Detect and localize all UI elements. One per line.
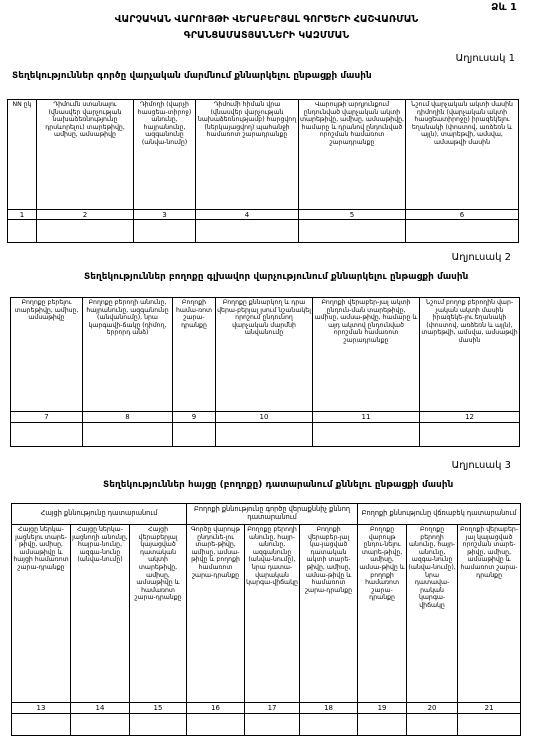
table-3-col-16-header: Գործը վարույթ ընդունե-լու տարե-թիվը, ամիսը, ամսա-թիվը և բողոքի համառոտ շարա-դրանքը: [187, 525, 245, 703]
table-1-col-2-number: 2: [37, 210, 134, 220]
table-3-group-row: [12, 504, 521, 525]
table-3-col-20-number: 20: [407, 703, 458, 714]
table-1-col-6-header: Նշում վարչական ակտի մասին դիմողին (վարչական ակտի հասցեատիրոջը) իրազեկելու եղանակի (փոստով, առձեռն և այլն), տարեթվի, ամսվա, ամսաթվի մասին: [406, 100, 519, 210]
section-3-heading: Տեղեկություններ հայցը (բողոքը) դատարանում քննելու ընթացքի մասին: [103, 480, 454, 490]
table-3-empty-cell: [245, 714, 300, 736]
document-title-line1: ՎԱՐՉԱԿԱՆ ՎԱՐՈՒՅԹԻ ՎԵՐԱԲԵՐՅԱԼ ԳՈՐԾԵՐԻ ՀԱՇՎԱՌՄԱՆ: [114, 14, 419, 25]
table-2-col-8-header: Բողոքը բերողի անունը, հայրանունը, ազգանունը (անվանումը), նրա կարգավի-ճակը (դիմող, երրորդ անձ): [83, 298, 173, 412]
table-1-col-5-number: 5: [299, 210, 406, 220]
section-2-heading: Տեղեկություններ բողոքը գլխավոր վարչությունում քննարկելու ընթացքի մասին: [84, 272, 469, 282]
table-3-col-13-number: 13: [12, 703, 71, 714]
table-2-empty-cell: [313, 423, 420, 447]
table-3-number-row: [12, 703, 521, 714]
table-2-empty-row: [11, 423, 520, 447]
table-2-empty-cell: [420, 423, 520, 447]
table-1-header-row: [8, 100, 519, 210]
table-1-col-6-number: 6: [406, 210, 519, 220]
table-2-empty-cell: [83, 423, 173, 447]
table-2-empty-cell: [216, 423, 313, 447]
table-3-col-21-header: Բողոքի վերաբեր-յալ կայացված որոշման տարե-թիվը, ամիսը, ամսաթիվը և համառոտ շարա-դրանքը: [458, 525, 521, 703]
table-2-empty-cell: [173, 423, 216, 447]
table-1-col-2-header: Դիմումն ստանալու (վնասվեր վարչության նախաձեռնությունը դրսևորելու) տարեթիվը, ամիսը, ամսաթիվը: [37, 100, 134, 210]
table-2-col-10-header: Բողոքը քննարկող և դրա վերա-բերյալ լսում նշանակել որոշում ընդունող վարչական մարմնի անվանումը: [216, 298, 313, 412]
table-3: [11, 503, 521, 736]
table-1-col-3-header: Դիմողի (վարչի հասցեա-տիրոջ) անունը, հայրանունը, ազգանունը (անվա-նումը): [134, 100, 196, 210]
table-3-empty-cell: [300, 714, 358, 736]
table-1-number-row: [8, 210, 519, 220]
table-3-group-appeal-header: Բողոքի քննությունը գործը վերաքննիչ քննող դատարանում: [187, 504, 358, 525]
table-3-col-15-header: Հայցի վերաբերյալ կայացված դատական ակտի տարեթիվը, ամիսը, ամսաթիվը և համառոտ շարա-դրանքը: [130, 525, 187, 703]
table-3-group-court-header: Հայցի քննությունը դատարանում: [12, 504, 187, 525]
table-2-col-9-number: 9: [173, 412, 216, 423]
table-2: [10, 297, 520, 447]
table-3-col-16-number: 16: [187, 703, 245, 714]
table-2-number-row: [11, 412, 520, 423]
table-3-col-17-number: 17: [245, 703, 300, 714]
table-1-col-1-number: 1: [8, 210, 37, 220]
table-1-col-4-number: 4: [196, 210, 299, 220]
table-1: [7, 99, 519, 243]
table-1-empty-cell: [196, 220, 299, 243]
table-3-header-row: [12, 525, 521, 703]
table-1-empty-row: [8, 220, 519, 243]
table-1-empty-cell: [37, 220, 134, 243]
table-3-empty-row: [12, 714, 521, 736]
table-3-empty-cell: [12, 714, 71, 736]
table-3-empty-cell: [130, 714, 187, 736]
table-2-col-12-number: 12: [420, 412, 520, 423]
table-3-col-19-number: 19: [358, 703, 407, 714]
table-3-empty-cell: [458, 714, 521, 736]
page-number: Ձև 1: [491, 2, 517, 13]
table-3-col-18-number: 18: [300, 703, 358, 714]
table-1-empty-cell: [134, 220, 196, 243]
table-1-col-3-number: 3: [134, 210, 196, 220]
table-1-empty-cell: [8, 220, 37, 243]
table-3-col-17-header: Բողոքը բերողի անունը, հայր-անունը, ազգանունը (անվա-նումը), նրա դատա-վարական կարգա-վիճակը: [245, 525, 300, 703]
table-1-col-1-header: NN ըկ: [8, 100, 37, 210]
table-2-col-8-number: 8: [83, 412, 173, 423]
table-2-header-row: [11, 298, 520, 412]
annex-1-label: Աղյուսակ 1: [455, 53, 515, 64]
table-1-col-5-header: Վարույթի արդյունքում ընդունված վարչական ակտի տարեթիվը, ամիսը, ամսաթիվը, համարը և դրանով ընդունված որոշման համառոտ շարադրանքը: [299, 100, 406, 210]
table-3-col-18-header: Բողոքի վերաբեր-յալ կա-յացված դատական ակտի տարե-թիվը, ամիսը, ամսա-թիվը և համառոտ շարա-դրանքը: [300, 525, 358, 703]
table-2-col-9-header: Բողոքի համա-ռոտ շարա-դրանքը: [173, 298, 216, 412]
table-2-col-11-header: Բողոքի վերաբեր-յալ ակտի ընդուն-ման տարեթիվը, ամիսը, ամսա-թիվը, համարը և այդ ակտով ընդունված որոշման համառոտ շարադրանքը: [313, 298, 420, 412]
table-2-empty-cell: [11, 423, 83, 447]
table-1-empty-cell: [406, 220, 519, 243]
table-2-col-7-number: 7: [11, 412, 83, 423]
table-2-col-10-number: 10: [216, 412, 313, 423]
section-1-heading: Տեղեկություններ գործը վարչական մարմնում քննարկելու ընթացքի մասին: [12, 71, 372, 81]
annex-2-label: Աղյուսակ 2: [451, 252, 511, 263]
document-title-line2: ԳՐԱՆՑԱՄԱՏՅԱՆՆԵՐԻ ԿԱԶՄՄԱՆ: [183, 30, 350, 41]
table-3-col-15-number: 15: [130, 703, 187, 714]
table-3-col-20-header: Բողոքը բերողի անունը, հայր-անունը, ազգա-նունը (անվա-նումը), նրա դատավա-րական կարգա-վիճակը: [407, 525, 458, 703]
table-3-empty-cell: [187, 714, 245, 736]
table-2-col-12-header: Նշում բողոք բերողին վար-չական ակտի մասին իրազեկե-լու եղանակի (փոստով, առձեռն և այլն), տարեթվի, ամսվա, ամսաթվի մասին: [420, 298, 520, 412]
annex-3-label: Աղյուսակ 3: [451, 460, 511, 471]
table-3-group-cassation-header: Բողոքի քննությունը վճռաբեկ դատարանում: [358, 504, 521, 525]
table-2-col-11-number: 11: [313, 412, 420, 423]
table-3-empty-cell: [71, 714, 130, 736]
table-2-col-7-header: Բողոքը բերելու տարեթիվը, ամիսը, ամսաթիվը: [11, 298, 83, 412]
table-3-col-13-header: Հայցը ներկա-յացնելու տարե-թիվը, ամիսը, ամսաթիվը և հայցի համառոտ շարա-դրանքը: [12, 525, 71, 703]
table-3-col-14-header: Հայցը ներկա-յացնողի անունը, հայրա-նունը, ազգա-նունը (անվա-նումը): [71, 525, 130, 703]
table-3-empty-cell: [358, 714, 407, 736]
table-1-empty-cell: [299, 220, 406, 243]
table-3-empty-cell: [407, 714, 458, 736]
table-3-col-19-header: Բողոքը վարույթ ընդու-նելու տարե-թիվը, ամիսը, ամսա-թիվը և բողոքի համառոտ շարա-դրանքը: [358, 525, 407, 703]
table-3-col-14-number: 14: [71, 703, 130, 714]
table-1-col-4-header: Դիմումի հիման վրա (վնասվեր վարչության նախաձեռնությամբ) հարցվող (ներկայացվող) պահանջի համառոտ շարադրանքը: [196, 100, 299, 210]
table-3-col-21-number: 21: [458, 703, 521, 714]
